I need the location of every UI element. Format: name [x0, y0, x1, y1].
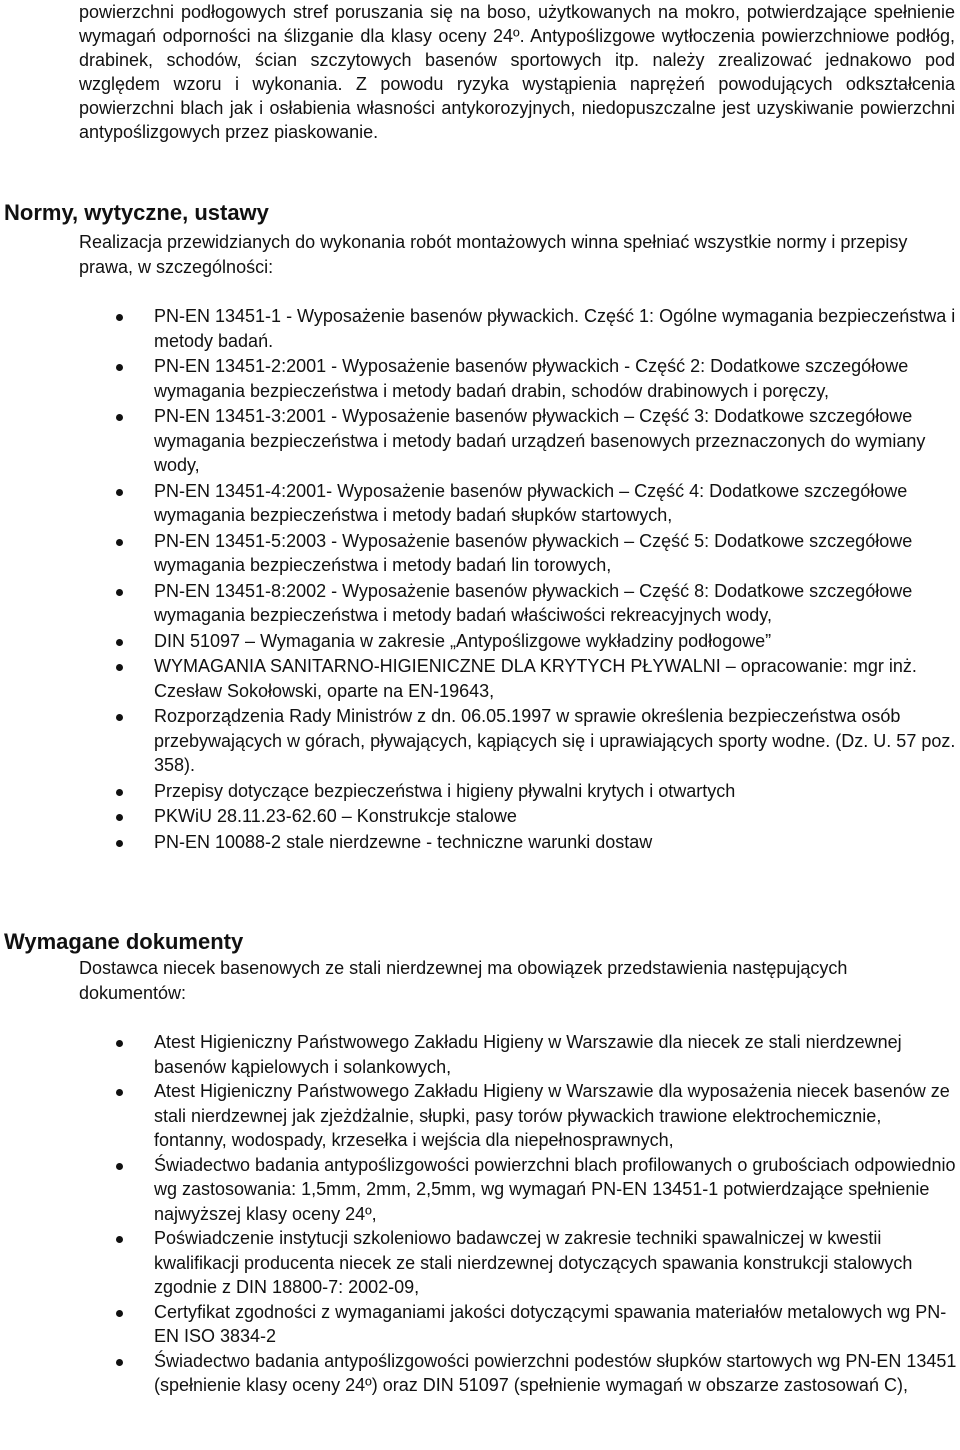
list-item: Rozporządzenia Rady Ministrów z dn. 06.05.1997 w sprawie określenia bezpieczeństwa osób przebywających w górach, pływających, kąpiących się i uprawiających sporty wodne. (Dz. U. 57 poz. 358).	[0, 704, 959, 778]
list-item: Przepisy dotyczące bezpieczeństwa i higieny pływalni krytych i otwartych	[0, 779, 959, 804]
intro-paragraph: powierzchni podłogowych stref poruszania się na boso, użytkowanych na mokro, potwierdzające spełnienie wymagań odporności na ślizganie dla klasy oceny 24º. Antypoślizgowe wytłoczenia powierzchniowe podłóg, drabinek, schodów, ścian szczytowych basenów sportowych itp. należy zrealizować jednakowo pod względem wzoru i wykonania. Z powodu ryzyka wystąpienia naprężeń powodujących odkształcenia powierzchni blach jak i osłabienia własności antykorozyjnych, niedopuszczalne jest uzyskiwanie powierzchni antypoślizgowych przez piaskowanie.	[79, 2, 955, 142]
docs-lead: Dostawca niecek basenowych ze stali nierdzewnej ma obowiązek przedstawienia następujących dokumentów:	[79, 958, 848, 1003]
bullet-icon	[116, 814, 123, 821]
bullet-icon	[116, 589, 123, 596]
bullet-icon	[116, 314, 123, 321]
list-item: PN-EN 10088-2 stale nierdzewne - techniczne warunki dostaw	[0, 830, 959, 855]
bullet-icon	[116, 1040, 123, 1047]
list-item: Poświadczenie instytucji szkoleniowo badawczej w zakresie techniki spawalniczej w kwestii kwalifikacji producenta niecek ze stali nierdzewnej dotyczących spawania konstrukcji stalowych zgodnie z DIN 18800-7: 2002-09,	[0, 1226, 959, 1300]
list-item: Atest Higieniczny Państwowego Zakładu Higieny w Warszawie dla niecek ze stali nierdzewnej basenów kąpielowych i solankowych,	[0, 1030, 959, 1079]
list-item: PN-EN 13451-8:2002 - Wyposażenie basenów pływackich – Część 8: Dodatkowe szczegółowe wymagania bezpieczeństwa i metody badań właściwości rekreacyjnych wody,	[0, 579, 959, 628]
bullet-icon	[116, 639, 123, 646]
bullet-icon	[116, 1089, 123, 1096]
list-item: Atest Higieniczny Państwowego Zakładu Higieny w Warszawie dla wyposażenia niecek basenów ze stali nierdzewnej jak zjeżdżalnie, słupki, pasy torów pływackich trawione elektrochemicznie, fontanny, wodospady, krzesełka i wejścia dla niepełnosprawnych,	[0, 1079, 959, 1153]
list-item: PN-EN 13451-5:2003 - Wyposażenie basenów pływackich – Część 5: Dodatkowe szczegółowe wymagania bezpieczeństwa i metody badań lin torowych,	[0, 529, 959, 578]
bullet-icon	[116, 664, 123, 671]
list-item: Świadectwo badania antypoślizgowości powierzchni podestów słupków startowych wg PN-EN 13451 (spełnienie klasy oceny 24º) oraz DIN 51097 (spełnienie wymagań w obszarze zastosowań C),	[0, 1349, 959, 1398]
bullet-icon	[116, 1236, 123, 1243]
norms-lead: Realizacja przewidzianych do wykonania robót montażowych winna spełniać wszystkie normy i przepisy prawa, w szczególności:	[79, 232, 908, 277]
norms-list	[0, 304, 960, 854]
list-item: Świadectwo badania antypoślizgowości powierzchni blach profilowanych o grubościach odpowiednio wg zastosowania: 1,5mm, 2mm, 2,5mm, wg wymagań PN-EN 13451-1 potwierdzające spełnienie najwyższej klasy oceny 24º,	[0, 1153, 959, 1227]
bullet-icon	[116, 414, 123, 421]
list-item: DIN 51097 – Wymagania w zakresie „Antypoślizgowe wykładziny podłogowe”	[0, 629, 959, 654]
list-item: PN-EN 13451-1 - Wyposażenie basenów pływackich. Część 1: Ogólne wymagania bezpieczeństwa i metody badań.	[0, 304, 959, 353]
list-item: PN-EN 13451-2:2001 - Wyposażenie basenów pływackich - Część 2: Dodatkowe szczegółowe wymagania bezpieczeństwa i metody badań drabin, schodów drabinowych i poręczy,	[0, 354, 959, 403]
norms-heading: Normy, wytyczne, ustawy	[4, 200, 269, 225]
docs-list	[0, 1030, 960, 1398]
bullet-icon	[116, 1359, 123, 1366]
docs-heading: Wymagane dokumenty	[4, 929, 244, 954]
bullet-icon	[116, 789, 123, 796]
list-item: Certyfikat zgodności z wymaganiami jakości dotyczącymi spawania materiałów metalowych wg PN-EN ISO 3834-2	[0, 1300, 959, 1349]
bullet-icon	[116, 364, 123, 371]
bullet-icon	[116, 714, 123, 721]
bullet-icon	[116, 1310, 123, 1317]
bullet-icon	[116, 840, 123, 847]
list-item: PKWiU 28.11.23-62.60 – Konstrukcje stalowe	[0, 804, 959, 829]
bullet-icon	[116, 539, 123, 546]
list-item: PN-EN 13451-4:2001- Wyposażenie basenów pływackich – Część 4: Dodatkowe szczegółowe wymagania bezpieczeństwa i metody badań słupków startowych,	[0, 479, 959, 528]
bullet-icon	[116, 1163, 123, 1170]
bullet-icon	[116, 489, 123, 496]
list-item: WYMAGANIA SANITARNO-HIGIENICZNE DLA KRYTYCH PŁYWALNI – opracowanie: mgr inż. Czesław Sokołowski, oparte na EN-19643,	[0, 654, 959, 703]
list-item: PN-EN 13451-3:2001 - Wyposażenie basenów pływackich – Część 3: Dodatkowe szczegółowe wymagania bezpieczeństwa i metody badań urządzeń basenowych przeznaczonych do wymiany wody,	[0, 404, 959, 478]
